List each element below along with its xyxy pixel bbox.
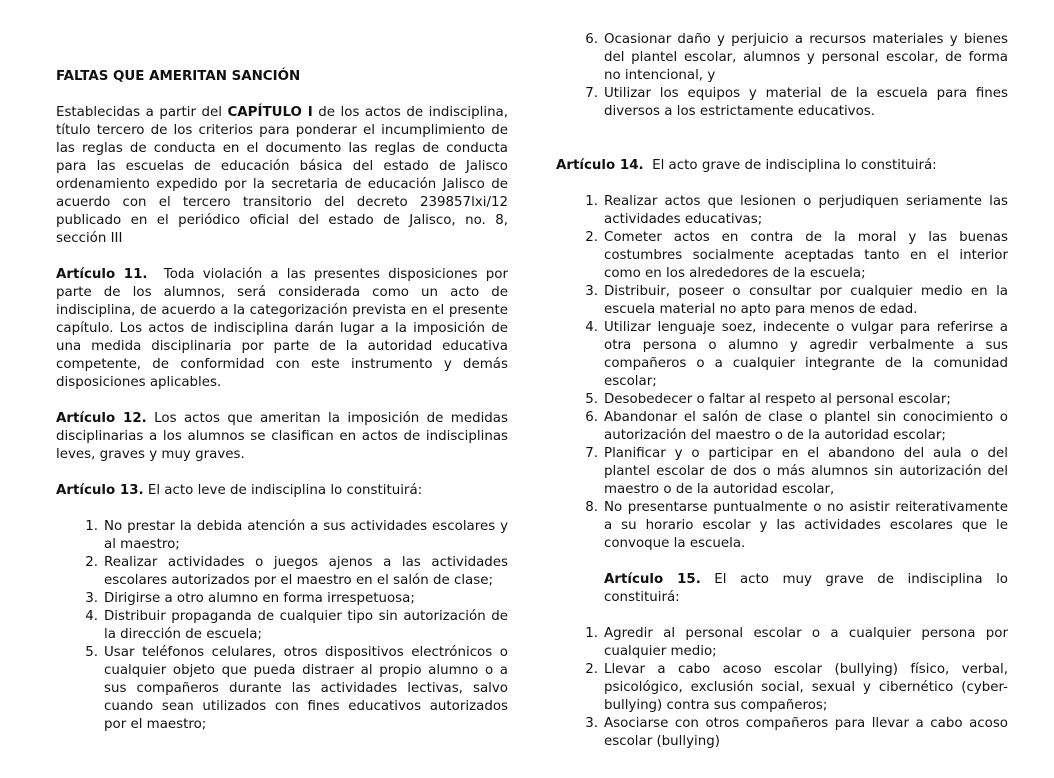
list-item-text: Abandonar el salón de clase o plantel sin conocimiento o autorización del maestro o de la autoridad escolar;: [604, 410, 1008, 443]
list-item-number: 6.: [585, 32, 598, 47]
article-12-text: Los actos que ameritan la imposición de medidas disciplinarias a los alumnos se clasifican en actos de indisciplinas leves, graves y muy graves.: [56, 411, 508, 462]
list-item-text: Utilizar los equipos y material de la escuela para fines diversos a los estrictamente educativos.: [604, 86, 1008, 119]
left-column: [56, 68, 513, 734]
list-item-number: 4.: [85, 609, 98, 624]
intro-text-end: de los actos de indisciplina, título tercero de los criterios para ponderar el incumplimiento de las reglas de conducta en el documento las reglas de conducta para las escuelas de educación básica del estado de Jalisco ordenamiento expedido por la secretaria de educación Jalisco de acuerdo con el tercero transitorio del decreto 239857lxi/12 publicado en el periódico oficial del estado de Jalisco, no. 8, sección III: [56, 105, 509, 246]
list-item-number: 3.: [85, 591, 98, 606]
list-item-text: Dirigirse a otro alumno en forma irrespetuosa;: [104, 591, 415, 606]
list-item: [556, 193, 1008, 229]
article-13-list-continued: [556, 31, 1008, 121]
article-11-text: Toda violación a las presentes disposiciones por parte de los alumnos, será considerada como un acto de indisciplina, de acuerdo a la categorización prevista en el presente capítulo. Los actos de indisciplina darán lugar a la imposición de una medida disciplinaria por parte de la autoridad educativa competente, de conformidad con este instrumento y demás disposiciones aplicables.: [56, 267, 513, 390]
article-11-label: Artículo 11.: [56, 267, 148, 282]
article-13-text: El acto leve de indisciplina lo constituirá:: [143, 483, 423, 498]
list-item-number: 5.: [85, 645, 98, 660]
list-item: [556, 31, 1008, 85]
list-item-number: 2.: [585, 662, 598, 677]
list-item-number: 1.: [585, 626, 598, 641]
list-item-number: 3.: [585, 284, 598, 299]
list-item: [556, 625, 1008, 661]
list-item-number: 7.: [585, 86, 598, 101]
list-item: [556, 499, 1008, 553]
list-item-text: Desobedecer o faltar al respeto al personal escolar;: [604, 392, 951, 407]
intro-paragraph: [56, 104, 508, 248]
article-14-list: [556, 193, 1008, 553]
list-item-text: Realizar actos que lesionen o perjudiquen seriamente las actividades educativas;: [604, 194, 1008, 227]
list-item-text: Agredir al personal escolar o a cualquier persona por cualquier medio;: [604, 626, 1008, 659]
article-13-list: [56, 518, 508, 734]
article-14: [556, 157, 1008, 175]
list-item: [556, 391, 1008, 409]
article-15-list: [556, 625, 1008, 751]
list-item-number: 2.: [85, 555, 98, 570]
list-item: [56, 590, 508, 608]
list-item-text: Distribuir propaganda de cualquier tipo sin autorización de la dirección de escuela;: [104, 609, 508, 642]
section-heading: FALTAS QUE AMERITAN SANCIÓN: [56, 69, 301, 84]
article-15-text: El acto muy grave de indisciplina lo constituirá:: [604, 572, 1008, 605]
list-item-text: Usar teléfonos celulares, otros dispositivos electrónicos o cualquier objeto que pueda distraer al propio alumno o a sus compañeros durante las actividades lectivas, salvo cuando sean utilizados con fines educativos autorizados por el maestro;: [104, 645, 508, 732]
list-item-text: Utilizar lenguaje soez, indecente o vulgar para referirse a otra persona o alumno y agredir verbalmente a sus compañeros o a cualquier integrante de la comunidad escolar;: [604, 320, 1008, 389]
list-item: [556, 445, 1008, 499]
article-15: [556, 571, 1008, 607]
list-item-text: Planificar y o participar en el abandono del aula o del plantel escolar de dos o más alumnos sin autorización del maestro o de la autoridad escolar,: [604, 446, 1008, 497]
article-14-label: Artículo 14.: [556, 158, 644, 173]
list-item-text: No presentarse puntualmente o no asistir reiterativamente a su horario escolar y las actividades escolares que le convoque la escuela.: [604, 500, 1008, 551]
list-item-number: 1.: [85, 519, 98, 534]
list-item-text: Distribuir, poseer o consultar por cualquier medio en la escuela material no apto para menos de edad.: [604, 284, 1008, 317]
article-12-label: Artículo 12.: [56, 411, 147, 426]
list-item: [556, 715, 1008, 751]
list-item-text: Asociarse con otros compañeros para llevar a cabo acoso escolar (bullying): [604, 716, 1008, 749]
list-item: [56, 518, 508, 554]
right-column: [556, 31, 1008, 751]
list-item-number: 8.: [585, 500, 598, 515]
list-item: [56, 644, 508, 734]
list-item-number: 2.: [585, 230, 598, 245]
list-item-text: Ocasionar daño y perjuicio a recursos materiales y bienes del plantel escolar, alumnos y personal escolar, de forma no intencional, y: [604, 32, 1008, 83]
list-item: [556, 283, 1008, 319]
list-item: [556, 319, 1008, 391]
article-15-label: Artículo 15.: [604, 572, 701, 587]
intro-text-start: Establecidas a partir del: [56, 105, 228, 120]
list-item: [556, 409, 1008, 445]
list-item-text: Realizar actividades o juegos ajenos a las actividades escolares autorizados por el maestro en el salón de clase;: [104, 555, 508, 588]
list-item: [556, 85, 1008, 121]
intro-chapter-ref: CAPÍTULO I: [227, 105, 313, 120]
article-12: [56, 410, 508, 464]
article-11: [56, 266, 513, 392]
list-item: [56, 554, 508, 590]
article-13: [56, 482, 508, 500]
list-item-number: 4.: [585, 320, 598, 335]
article-13-label: Artículo 13.: [56, 483, 144, 498]
article-14-text: El acto grave de indisciplina lo constituirá:: [643, 158, 937, 173]
list-item: [56, 608, 508, 644]
list-item-number: 3.: [585, 716, 598, 731]
list-item: [556, 661, 1008, 715]
list-item-number: 7.: [585, 446, 598, 461]
list-item-number: 5.: [585, 392, 598, 407]
list-item-number: 1.: [585, 194, 598, 209]
list-item-text: Cometer actos en contra de la moral y las buenas costumbres socialmente aceptadas tanto en el interior como en los alrededores de la escuela;: [604, 230, 1008, 281]
list-item-text: Llevar a cabo acoso escolar (bullying) físico, verbal, psicológico, exclusión social, sexual y cibernético (cyber-bullying) contra sus compañeros;: [604, 662, 1008, 713]
list-item: [556, 229, 1008, 283]
list-item-number: 6.: [585, 410, 598, 425]
list-item-text: No prestar la debida atención a sus actividades escolares y al maestro;: [104, 519, 508, 552]
